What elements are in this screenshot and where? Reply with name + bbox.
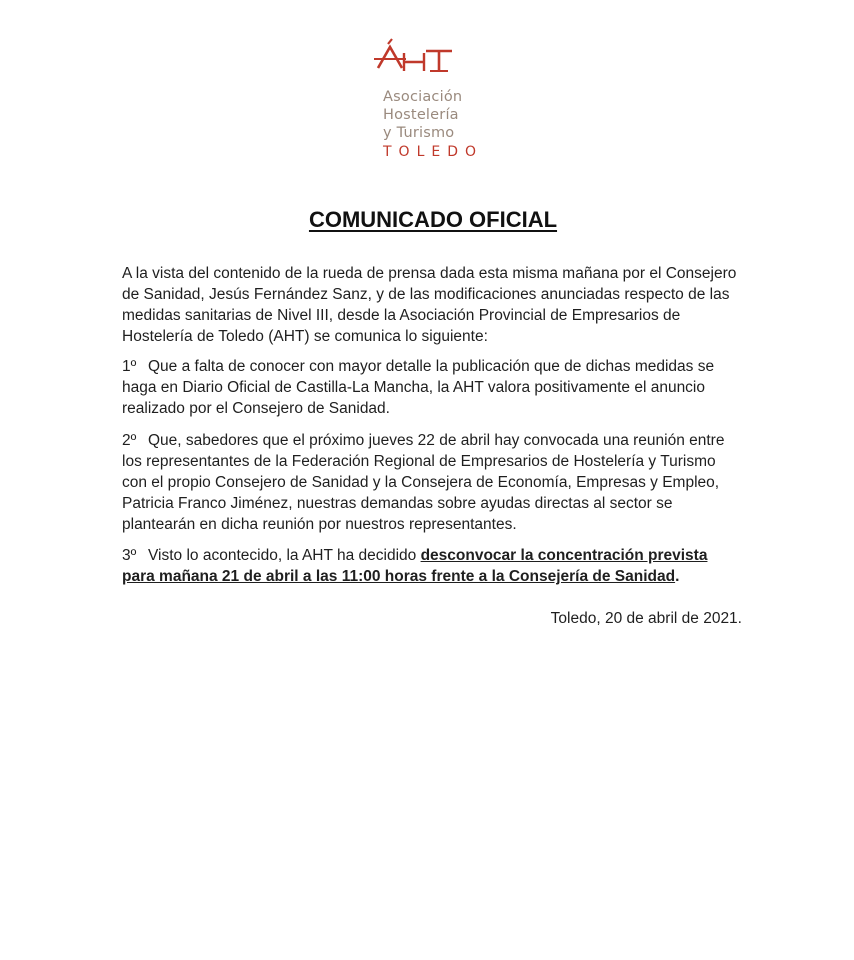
item-number: 1º (122, 358, 137, 375)
item-line: los representantes de la Federación Regional de Empresarios de Hostelería y Turismo (122, 453, 716, 470)
aht-logo-mark-icon (374, 38, 464, 82)
item-line: con el propio Consejero de Sanidad y la Consejera de Economía, Empresas y Empleo, (122, 474, 720, 491)
logo-city: TOLEDO (383, 144, 484, 160)
list-item-3 (122, 545, 742, 587)
list-item-1 (122, 356, 742, 419)
logo-line-3: y Turismo (383, 125, 455, 141)
aht-logo (374, 38, 484, 168)
logo-line-1: Asociación (383, 89, 463, 105)
intro-line: medidas sanitarias de Nivel III, desde la Asociación Provincial de Empresarios de (122, 307, 681, 324)
item-tail: . (675, 568, 680, 585)
intro-paragraph (122, 263, 742, 347)
intro-line: A la vista del contenido de la rueda de prensa dada esta misma mañana por el Consejero (122, 265, 737, 282)
item-line: Patricia Franco Jiménez, nuestras demandas sobre ayudas directas al sector se (122, 495, 673, 512)
page-title: COMUNICADO OFICIAL (308, 207, 558, 232)
signoff-date: Toledo, 20 de abril de 2021. (550, 610, 742, 627)
intro-line: Hostelería de Toledo (AHT) se comunica lo siguiente: (122, 328, 488, 345)
item-number: 2º (122, 432, 137, 449)
item-line: realizado por el Consejero de Sanidad. (122, 400, 390, 417)
list-item-2 (122, 430, 742, 535)
item-line: Que a falta de conocer con mayor detalle la publicación que de dichas medidas se (148, 358, 715, 375)
item-emphasis: para mañana 21 de abril a las 11:00 horas frente a la Consejería de Sanidad (122, 568, 676, 585)
logo-text (383, 88, 462, 142)
item-lead: Visto lo acontecido, la AHT ha decidido (148, 547, 421, 564)
logo-line-2: Hostelería (383, 107, 459, 123)
item-line: haga en Diario Oficial de Castilla-La Mancha, la AHT valora positivamente el anuncio (122, 379, 705, 396)
intro-line: de Sanidad, Jesús Fernández Sanz, y de las modificaciones anunciadas respecto de las (122, 286, 730, 303)
item-emphasis: desconvocar la concentración prevista (420, 547, 708, 564)
item-line: Que, sabedores que el próximo jueves 22 de abril hay convocada una reunión entre (148, 432, 725, 449)
item-number: 3º (122, 547, 137, 564)
item-line: plantearán en dicha reunión por nuestros representantes. (122, 516, 517, 533)
